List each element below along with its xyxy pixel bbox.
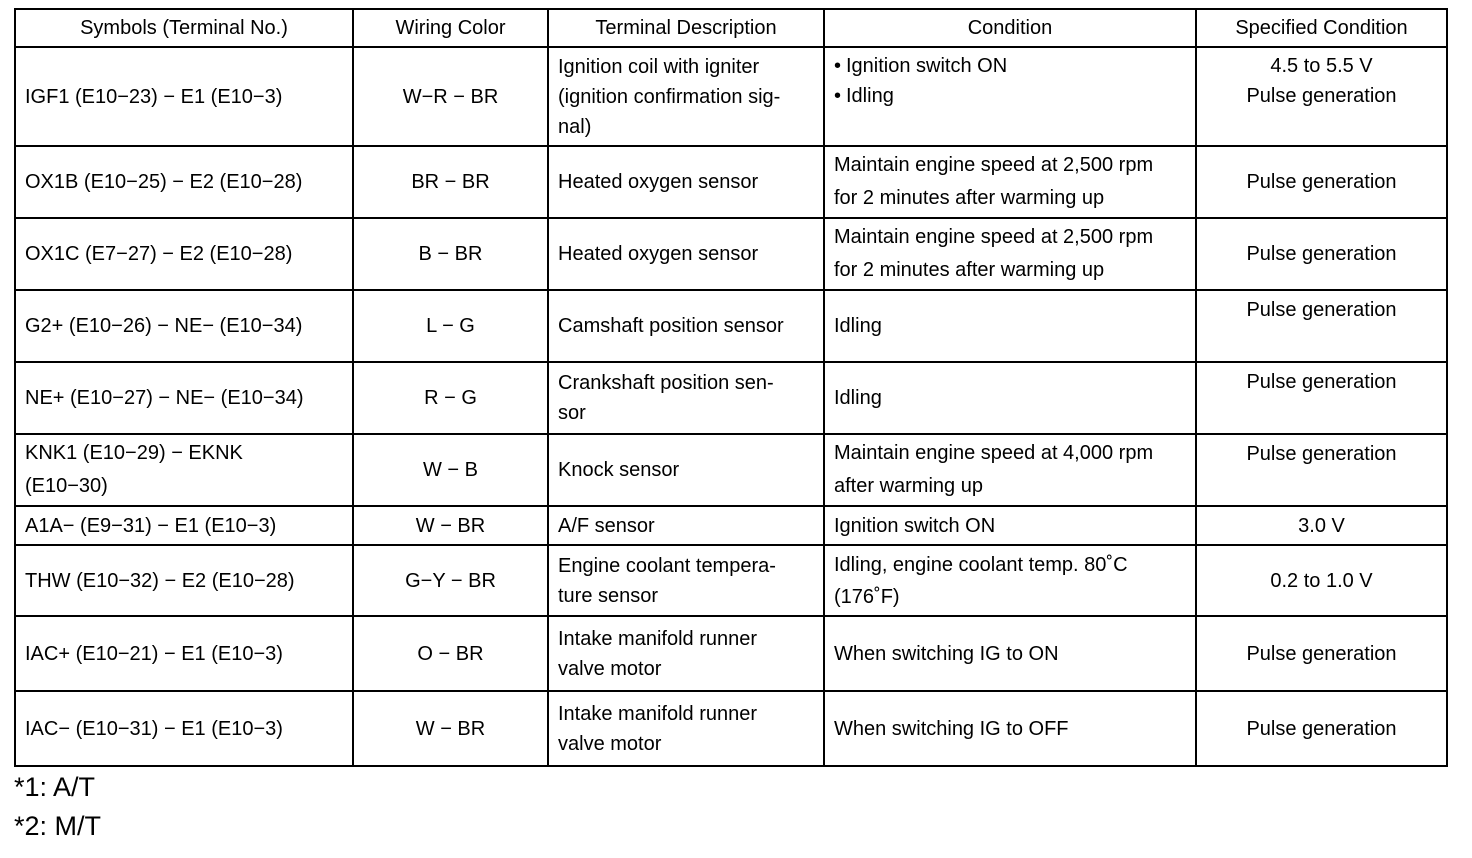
table-row (15, 545, 1447, 616)
condition-line: (176˚F) (834, 585, 900, 608)
spec-cell: Pulse generation (1196, 434, 1447, 506)
condition-cell: When switching IG to ON (824, 616, 1196, 691)
symbol-line: (E10−30) (25, 475, 108, 497)
table-row (15, 691, 1447, 766)
spec-cell: Pulse generation (1196, 691, 1447, 766)
spec-cell (1196, 47, 1447, 146)
wiring-color-cell: L − G (353, 290, 548, 362)
table-row (15, 146, 1447, 218)
condition-line: for 2 minutes after warming up (834, 187, 1105, 209)
symbol-cell: A1A− (E9−31) − E1 (E10−3) (15, 506, 353, 545)
condition-cell (824, 434, 1196, 506)
description-cell: Heated oxygen sensor (548, 218, 824, 290)
description-line: valve motor (558, 657, 662, 680)
terminal-table (14, 8, 1448, 767)
condition-line: Idling, engine coolant temp. 80˚C (834, 553, 1128, 576)
condition-line: after warming up (834, 475, 983, 497)
condition-line: Maintain engine speed at 2,500 rpm (834, 154, 1154, 176)
condition-text: Idling (846, 85, 894, 107)
table-row (15, 47, 1447, 146)
footnotes (14, 768, 101, 846)
description-cell (548, 362, 824, 434)
table-row (15, 434, 1447, 506)
terminal-table-container (14, 8, 1446, 767)
condition-line: Maintain engine speed at 2,500 rpm (834, 226, 1154, 248)
description-line: Crankshaft position sen- (558, 372, 774, 394)
description-line: Ignition coil with igniter (558, 55, 760, 78)
table-row (15, 506, 1447, 545)
table-row (15, 290, 1447, 362)
condition-bullet-item (834, 81, 1186, 111)
condition-text: Ignition switch ON (846, 55, 1008, 77)
symbol-cell (15, 434, 353, 506)
header-terminal-description: Terminal Description (548, 9, 824, 47)
table-row (15, 218, 1447, 290)
condition-cell: Idling (824, 290, 1196, 362)
table-row (15, 362, 1447, 434)
spec-cell: Pulse generation (1196, 616, 1447, 691)
wiring-color-cell: O − BR (353, 616, 548, 691)
bullet-icon: • (834, 85, 842, 107)
footnote-mt: *2: M/T (14, 811, 102, 841)
description-line: ture sensor (558, 584, 659, 607)
spec-line: Pulse generation (1246, 85, 1397, 107)
wiring-color-cell: W−R − BR (353, 47, 548, 146)
symbol-line: KNK1 (E10−29) − EKNK (25, 442, 243, 464)
symbol-cell: OX1B (E10−25) − E2 (E10−28) (15, 146, 353, 218)
header-symbols: Symbols (Terminal No.) (15, 9, 353, 47)
description-cell (548, 616, 824, 691)
symbol-cell: NE+ (E10−27) − NE− (E10−34) (15, 362, 353, 434)
condition-cell (824, 218, 1196, 290)
wiring-color-cell: G−Y − BR (353, 545, 548, 616)
condition-cell (824, 146, 1196, 218)
bullet-icon: • (834, 55, 842, 77)
symbol-cell: OX1C (E7−27) − E2 (E10−28) (15, 218, 353, 290)
header-specified-condition: Specified Condition (1196, 9, 1447, 47)
header-condition: Condition (824, 9, 1196, 47)
wiring-color-cell: W − BR (353, 506, 548, 545)
spec-cell: Pulse generation (1196, 146, 1447, 218)
description-cell (548, 691, 824, 766)
condition-cell: When switching IG to OFF (824, 691, 1196, 766)
header-wiring-color: Wiring Color (353, 9, 548, 47)
symbol-cell: IGF1 (E10−23) − E1 (E10−3) (15, 47, 353, 146)
condition-bullet-item (834, 51, 1186, 81)
description-cell (548, 47, 824, 146)
wiring-color-cell: B − BR (353, 218, 548, 290)
description-cell: Heated oxygen sensor (548, 146, 824, 218)
description-line: Intake manifold runner (558, 702, 758, 725)
table-header-row (15, 9, 1447, 47)
wiring-color-cell: R − G (353, 362, 548, 434)
condition-line: for 2 minutes after warming up (834, 259, 1105, 281)
condition-cell: Ignition switch ON (824, 506, 1196, 545)
condition-cell: Idling (824, 362, 1196, 434)
footnote-at: *1: A/T (14, 772, 96, 802)
description-cell: A/F sensor (548, 506, 824, 545)
spec-cell: 3.0 V (1196, 506, 1447, 545)
wiring-color-cell: BR − BR (353, 146, 548, 218)
description-cell (548, 545, 824, 616)
wiring-color-cell: W − BR (353, 691, 548, 766)
symbol-cell: THW (E10−32) − E2 (E10−28) (15, 545, 353, 616)
symbol-cell: IAC− (E10−31) − E1 (E10−3) (15, 691, 353, 766)
description-line: (ignition confirmation sig- (558, 85, 781, 108)
spec-line: 4.5 to 5.5 V (1270, 55, 1373, 77)
description-line: sor (558, 402, 586, 424)
description-cell: Knock sensor (548, 434, 824, 506)
description-line: nal) (558, 115, 592, 138)
spec-cell: Pulse generation (1196, 218, 1447, 290)
description-line: Intake manifold runner (558, 627, 758, 650)
description-line: Engine coolant tempera- (558, 554, 776, 577)
condition-cell (824, 545, 1196, 616)
condition-line: Maintain engine speed at 4,000 rpm (834, 442, 1154, 464)
symbol-cell: G2+ (E10−26) − NE− (E10−34) (15, 290, 353, 362)
wiring-color-cell: W − B (353, 434, 548, 506)
spec-cell: Pulse generation (1196, 290, 1447, 362)
spec-cell: 0.2 to 1.0 V (1196, 545, 1447, 616)
condition-cell (824, 47, 1196, 146)
spec-cell: Pulse generation (1196, 362, 1447, 434)
table-row (15, 616, 1447, 691)
description-line: valve motor (558, 732, 662, 755)
description-cell: Camshaft position sensor (548, 290, 824, 362)
symbol-cell: IAC+ (E10−21) − E1 (E10−3) (15, 616, 353, 691)
